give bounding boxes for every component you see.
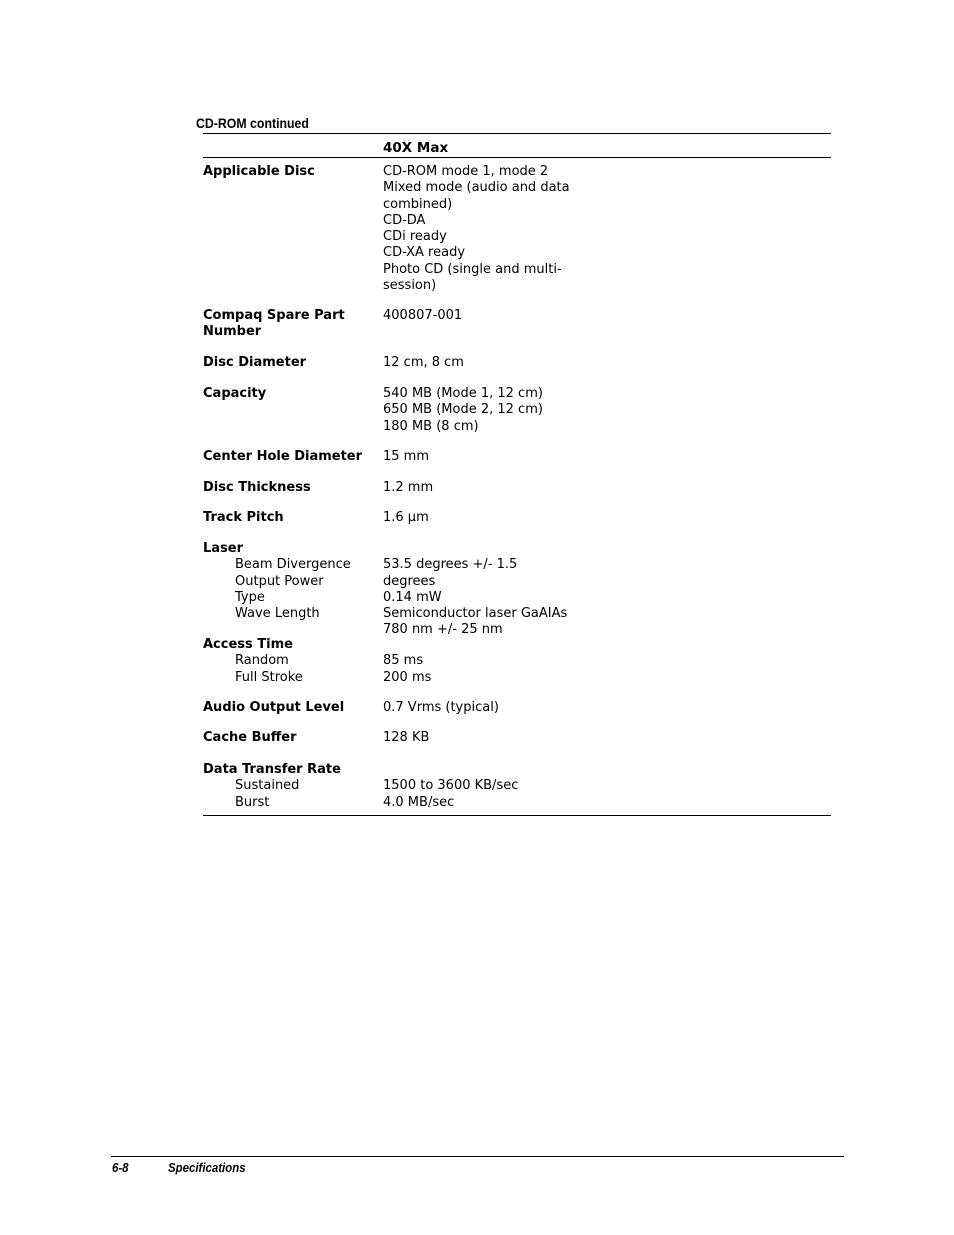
row-value-line: 4.0 MB/sec	[383, 794, 455, 810]
row-value-line: 85 ms	[383, 653, 424, 669]
row-label	[203, 637, 383, 686]
row-sublabel: Type	[235, 589, 265, 605]
row-label	[203, 355, 383, 371]
row-sublabel: Beam Divergence	[235, 557, 351, 573]
row-label-line: Audio Output Level	[203, 700, 345, 715]
row-sublabel: Output Power	[235, 573, 324, 589]
row-label	[203, 730, 383, 746]
row-sublabel: Sustained	[235, 778, 300, 794]
row-value	[383, 386, 573, 435]
value-spacer	[383, 637, 573, 653]
column-header: 40X Max	[383, 140, 449, 156]
row-label-line: Number	[203, 324, 262, 340]
specifications-table	[203, 133, 831, 816]
row-value-line: 780 nm +/- 25 nm	[383, 622, 503, 638]
row-label	[203, 480, 383, 496]
row-label-line: Data Transfer Rate	[203, 762, 341, 777]
row-value-line: session)	[383, 278, 437, 294]
row-value	[383, 308, 573, 341]
row-label-line: Center Hole Diameter	[203, 449, 363, 464]
footer-section-title: Specifications	[168, 1160, 246, 1175]
row-label-line: Access Time	[203, 637, 293, 652]
row-sublabel: Random	[235, 653, 289, 669]
row-value	[383, 164, 573, 294]
row-label	[203, 700, 383, 716]
row-label-line: Laser	[203, 541, 244, 556]
row-value-line: 180 MB (8 cm)	[383, 418, 479, 434]
table-row	[203, 762, 573, 811]
row-value	[383, 510, 573, 526]
row-value-line: Semiconductor laser GaAIAs	[383, 606, 568, 622]
row-value-line: 128 KB	[383, 730, 430, 745]
row-label-line: Track Pitch	[203, 510, 284, 525]
table-row	[203, 510, 573, 526]
row-label	[203, 164, 383, 294]
row-value-line: Photo CD (single and multi-	[383, 261, 562, 277]
row-sublabel: Wave Length	[235, 606, 320, 622]
table-row	[203, 541, 573, 639]
row-label-line: Capacity	[203, 386, 267, 401]
row-label-line: Cache Buffer	[203, 730, 297, 745]
row-sublabel: Burst	[235, 794, 270, 810]
row-value-line: combined)	[383, 196, 453, 212]
value-spacer	[383, 541, 573, 557]
row-label	[203, 386, 383, 435]
row-value-line: 1.6 µm	[383, 510, 429, 525]
row-value-line: CDi ready	[383, 229, 447, 245]
row-value-line: Mixed mode (audio and data	[383, 180, 570, 196]
row-value-line: 0.7 Vrms (typical)	[383, 700, 499, 715]
row-label	[203, 510, 383, 526]
table-caption: CD-ROM continued	[196, 115, 309, 131]
row-label-line: Disc Diameter	[203, 355, 307, 370]
table-row	[203, 386, 573, 435]
row-value-line: 400807-001	[383, 308, 463, 323]
row-label-line: Compaq Spare Part	[203, 308, 345, 323]
table-row	[203, 480, 573, 496]
row-value-line: 1.2 mm	[383, 480, 434, 495]
row-label	[203, 449, 383, 465]
row-label-line: Applicable Disc	[203, 164, 315, 179]
table-row	[203, 164, 573, 294]
table-row	[203, 637, 573, 686]
row-value-line: 53.5 degrees +/- 1.5 degrees	[383, 557, 518, 589]
table-row	[203, 308, 573, 341]
row-value	[383, 449, 573, 465]
row-value	[383, 480, 573, 496]
row-label	[203, 308, 383, 341]
row-value-line: CD-ROM mode 1, mode 2	[383, 164, 549, 179]
row-label-line: Disc Thickness	[203, 480, 311, 495]
row-value-line: 1500 to 3600 KB/sec	[383, 778, 519, 794]
row-label	[203, 541, 383, 639]
row-value	[383, 541, 573, 639]
row-value-line: CD-XA ready	[383, 245, 466, 261]
row-value-line: 15 mm	[383, 449, 430, 464]
row-value-line: 0.14 mW	[383, 589, 442, 605]
row-sublabel: Full Stroke	[235, 669, 303, 685]
row-value	[383, 730, 573, 746]
footer-rule	[111, 1156, 844, 1157]
row-value	[383, 762, 573, 811]
table-row	[203, 730, 573, 746]
row-value-line: 200 ms	[383, 669, 432, 685]
row-value-line: CD-DA	[383, 212, 426, 228]
row-value	[383, 700, 573, 716]
value-spacer	[383, 762, 573, 778]
row-value-line: 540 MB (Mode 1, 12 cm)	[383, 386, 543, 401]
row-label	[203, 762, 383, 811]
table-row	[203, 700, 573, 716]
footer-page-number: 6-8	[112, 1160, 129, 1175]
row-value-line: 12 cm, 8 cm	[383, 355, 464, 370]
row-value-line: 650 MB (Mode 2, 12 cm)	[383, 402, 543, 418]
row-value	[383, 355, 573, 371]
row-value	[383, 637, 573, 686]
table-row	[203, 449, 573, 465]
table-header	[203, 134, 831, 158]
table-row	[203, 355, 573, 371]
